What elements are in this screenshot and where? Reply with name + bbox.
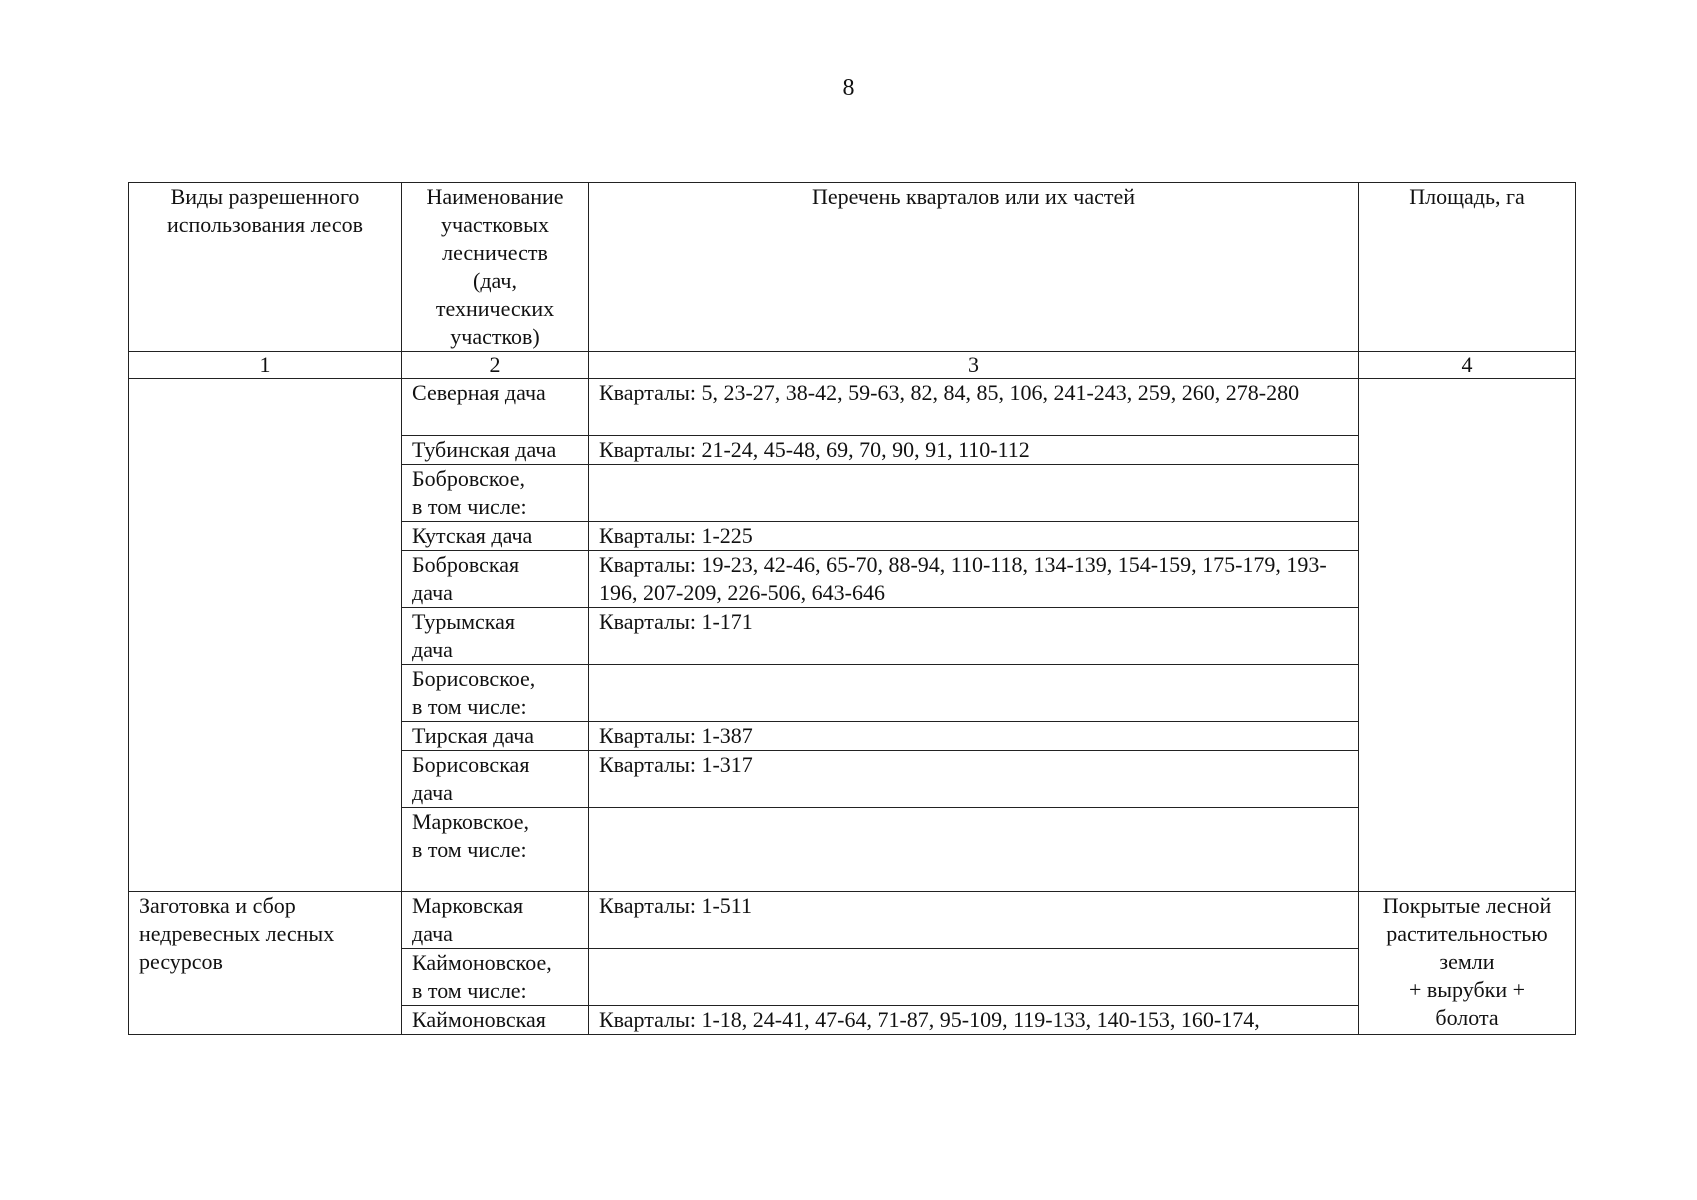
quarters-list: Кварталы: 5, 23-27, 38-42, 59-63, 82, 84, 85, 106, 241-243, 259, 260, 278-280 [589,379,1359,436]
quarters-list [589,465,1359,522]
quarters-list [589,808,1359,892]
header-quarters-list: Перечень кварталов или их частей [589,183,1359,352]
header-use-types: Виды разрешенного использования лесов [129,183,402,352]
quarters-list: Кварталы: 1-317 [589,751,1359,808]
forestry-name: Марковская дача [402,892,589,949]
quarters-list: Кварталы: 19-23, 42-46, 65-70, 88-94, 110-118, 134-139, 154-159, 175-179, 193-196, 207-209, 226-506, 643-646 [589,551,1359,608]
forestry-name: Тирская дача [402,722,589,751]
forestry-name: Каймоновское, в том числе: [402,949,589,1006]
use-type-cell: Заготовка и сбор недревесных лесных ресурсов [129,892,402,1035]
forestry-name: Каймоновская [402,1006,589,1035]
forestry-name: Бобровская дача [402,551,589,608]
quarters-list: Кварталы: 1-225 [589,522,1359,551]
header-forestry-names: Наименование участковых лесничеств (дач, технических участков) [402,183,589,352]
use-type-empty-cell [129,379,402,892]
column-number-row [129,352,1576,379]
table-row [129,892,1576,949]
quarters-list [589,665,1359,722]
header-area: Площадь, га [1359,183,1576,352]
quarters-list: Кварталы: 1-511 [589,892,1359,949]
column-number: 2 [402,352,589,379]
area-cell: Покрытые лесной растительностью земли + вырубки + болота [1359,892,1576,1035]
quarters-list: Кварталы: 1-387 [589,722,1359,751]
forestry-name: Бобровское, в том числе: [402,465,589,522]
column-number: 3 [589,352,1359,379]
table-row [129,379,1576,436]
quarters-list: Кварталы: 1-171 [589,608,1359,665]
forestry-name: Кутская дача [402,522,589,551]
forest-quarters-table [128,182,1576,1035]
page-number: 8 [842,75,855,101]
forestry-name: Борисовское, в том числе: [402,665,589,722]
quarters-list: Кварталы: 1-18, 24-41, 47-64, 71-87, 95-109, 119-133, 140-153, 160-174, [589,1006,1359,1035]
column-number: 4 [1359,352,1576,379]
area-empty-cell [1359,379,1576,892]
quarters-list: Кварталы: 21-24, 45-48, 69, 70, 90, 91, 110-112 [589,436,1359,465]
forestry-name: Тубинская дача [402,436,589,465]
table-header-row [129,183,1576,352]
forestry-name: Марковское, в том числе: [402,808,589,892]
quarters-list [589,949,1359,1006]
forestry-name: Турымская дача [402,608,589,665]
forestry-name: Северная дача [402,379,589,436]
column-number: 1 [129,352,402,379]
forestry-name: Борисовская дача [402,751,589,808]
